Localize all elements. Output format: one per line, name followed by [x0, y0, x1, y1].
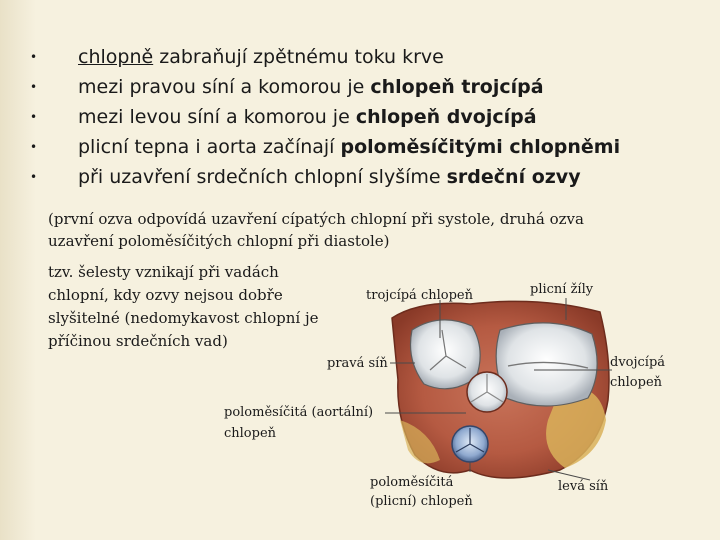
label-tricuspid: trojcípá chlopeň [366, 288, 473, 303]
bullet-text: mezi levou síní a komorou je chlopeň dvojcípá [78, 106, 537, 128]
bullet-text: mezi pravou síní a komorou je chlopeň trojcípá [78, 76, 544, 98]
pulmonary-valve [452, 426, 488, 462]
tricuspid-valve [411, 320, 481, 389]
label-pulmonary-valve-line1: poloměsíčitá [370, 475, 454, 490]
aortic-valve [467, 372, 507, 412]
bullet-text: při uzavření srdečních chlopní slyšíme srdeční ozvy [78, 166, 581, 188]
bullet-icon: • [30, 140, 38, 154]
label-right-atrium: pravá síň [327, 356, 388, 371]
label-left-atrium: levá síň [558, 479, 609, 494]
label-aortic-line1: poloměsíčitá (aortální) [224, 405, 374, 420]
label-pulmonary-veins: plicní žíly [530, 282, 594, 297]
bullet-text: plicní tepna i aorta začínají poloměsíčitými chlopněmi [78, 136, 621, 158]
label-bicuspid-line1: dvojcípá [610, 355, 666, 370]
heart-sounds-note: (první ozva odpovídá uzavření cípatých chlopní při systole, druhá ozva uzavření poloměsíčitých chlopní při diastole) [48, 210, 584, 250]
label-aortic-line2: chlopeň [224, 426, 277, 441]
label-bicuspid-line2: chlopeň [610, 375, 663, 390]
bullet-icon: • [30, 50, 38, 64]
murmur-note: tzv. šelesty vznikají při vadách chlopní, kdy ozvy nejsou dobře slyšitelné (nedomykavost chlopní je příčinou srdečních vad) [48, 263, 319, 350]
bullet-icon: • [30, 170, 38, 184]
bullet-icon: • [30, 80, 38, 94]
bullet-text: chlopně zabraňují zpětnému toku krve [78, 46, 444, 68]
bullet-icon: • [30, 110, 38, 124]
label-pulmonary-valve-line2: (plicní) chlopeň [370, 494, 473, 509]
bicuspid-valve [496, 323, 597, 406]
